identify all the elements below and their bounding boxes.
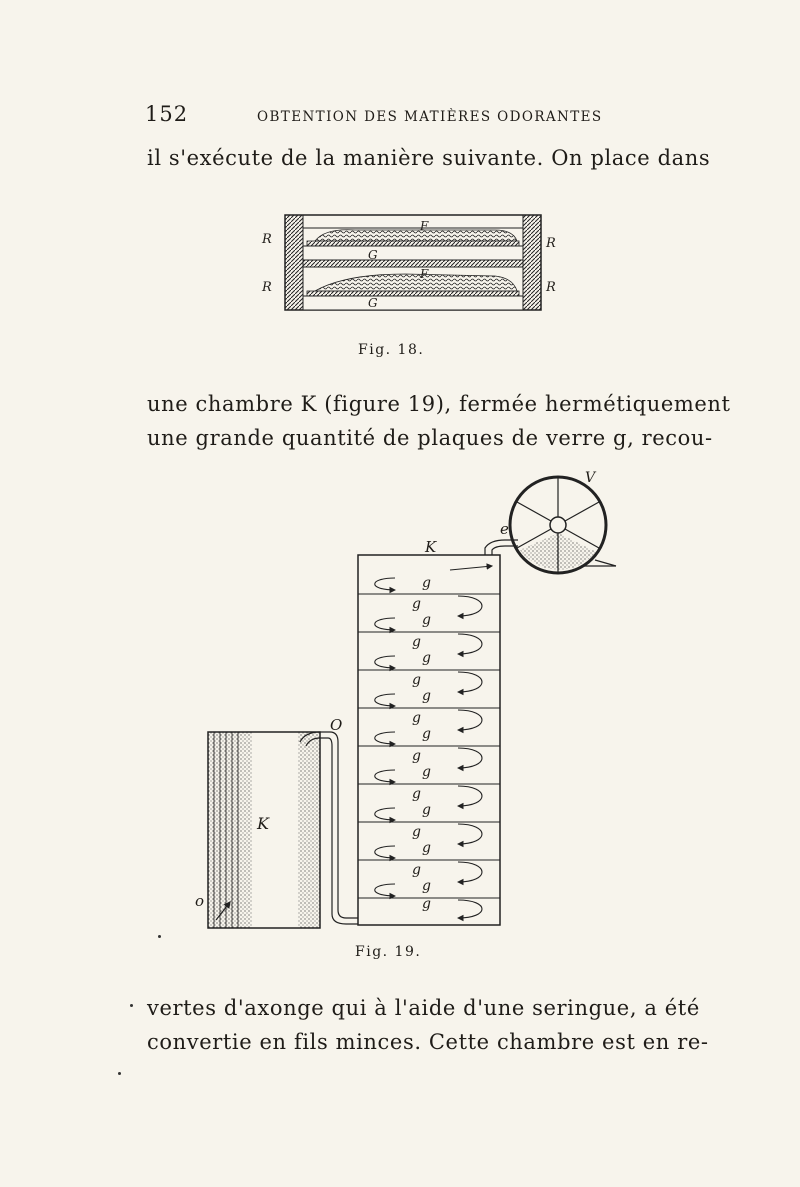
fig18-label-r4: R <box>546 280 558 295</box>
fig19-label-g-1: g <box>422 575 433 591</box>
fig18-label-r3: R <box>262 280 274 295</box>
fig19-label-g-16: g <box>412 862 423 878</box>
page-header <box>145 102 665 132</box>
fig19-label-g-5: g <box>422 650 433 666</box>
figure-18-caption: Fig. 18. <box>358 342 425 358</box>
fig18-label-r2: R <box>546 236 558 251</box>
fig19-label-v: V <box>585 470 597 486</box>
fig19-label-e: e <box>500 520 511 538</box>
fig19-label-g-14: g <box>412 824 423 840</box>
fig19-label-g-2: g <box>412 596 423 612</box>
fig19-label-k-chamber: K <box>425 538 438 556</box>
print-speck <box>118 1072 121 1075</box>
paragraph-line-3: une grande quantité de plaques de verre g, recou- <box>147 426 713 450</box>
fig19-label-g-13: g <box>422 802 433 818</box>
fig19-label-g-3: g <box>422 612 433 628</box>
fig18-label-g2: G <box>368 296 380 310</box>
paragraph-line-4: vertes d'axonge qui à l'aide d'une seringue, a été <box>147 996 700 1020</box>
fig19-label-o-upper: O <box>330 716 344 734</box>
fig18-label-f2: F <box>420 267 430 281</box>
fig19-label-g-10: g <box>412 748 423 764</box>
fig19-label-g-4: g <box>412 634 423 650</box>
page-number: 152 <box>145 102 189 126</box>
figure-18-illustration <box>255 210 575 320</box>
paragraph-line-1: il s'exécute de la manière suivante. On place dans <box>147 146 711 170</box>
fig19-label-o-lower: o <box>195 892 206 910</box>
fig19-label-g-7: g <box>422 688 433 704</box>
print-speck <box>130 1004 133 1007</box>
fig18-label-r1: R <box>262 232 274 247</box>
fig18-label-g1: G <box>368 248 380 262</box>
fig19-label-g-15: g <box>422 840 433 856</box>
fig19-label-g-18: g <box>422 896 433 912</box>
fig19-label-k-reservoir: K <box>257 814 271 833</box>
fig18-label-f1: F <box>420 219 430 233</box>
fig19-label-g-8: g <box>412 710 423 726</box>
running-head: OBTENTION DES MATIÈRES ODORANTES <box>257 109 603 125</box>
paragraph-line-5: convertie en fils minces. Cette chambre est en re- <box>147 1030 709 1054</box>
paragraph-line-2: une chambre K (figure 19), fermée hermétiquement <box>147 392 731 416</box>
fig19-label-g-6: g <box>412 672 423 688</box>
print-speck <box>158 935 161 938</box>
fig19-label-g-9: g <box>422 726 433 742</box>
fig19-label-g-11: g <box>422 764 433 780</box>
figure-19-caption: Fig. 19. <box>355 944 422 960</box>
fig19-label-g-12: g <box>412 786 423 802</box>
fig19-label-g-17: g <box>422 878 433 894</box>
